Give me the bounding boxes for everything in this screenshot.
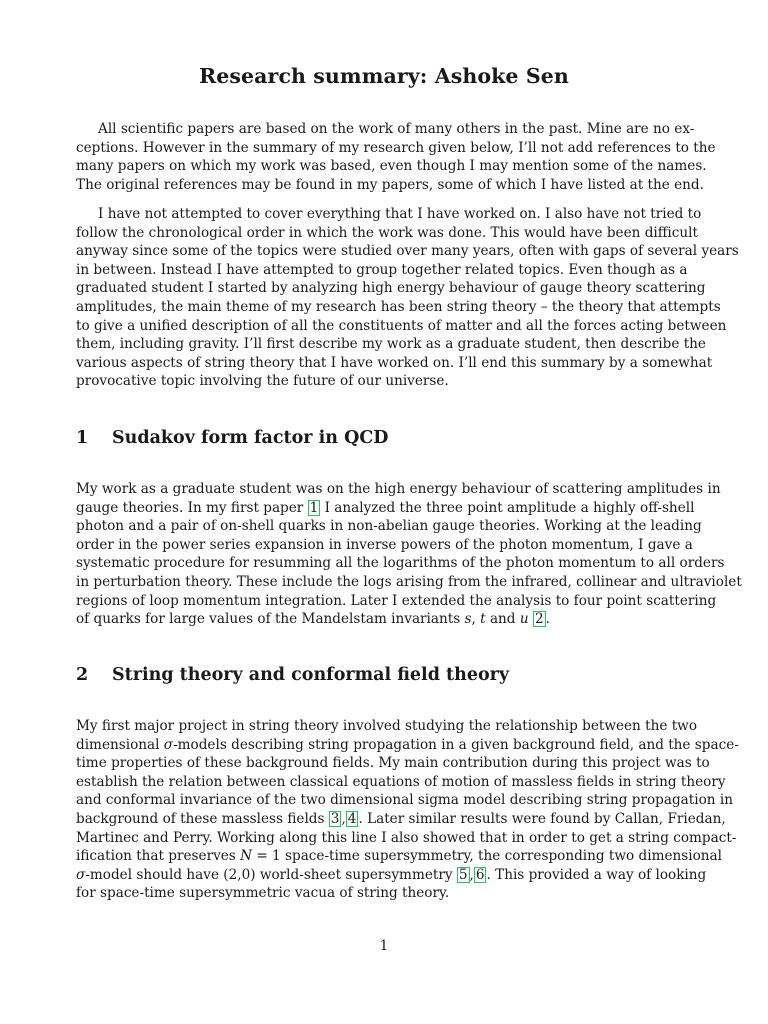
text-line: All scientific papers are based on the work of many others in the past. Mine are no ex- bbox=[98, 121, 695, 137]
text-line: graduated student I started by analyzing high energy behaviour of gauge theory scattering bbox=[76, 280, 706, 297]
page-title: Research summary: Ashoke Sen bbox=[199, 64, 569, 88]
text-line: for space-time supersymmetric vacua of string theory. bbox=[76, 885, 450, 902]
text-line: of quarks for large values of the Mandelstam invariants s, t and u 2 . bbox=[76, 611, 550, 628]
text-line: provocative topic involving the future of our universe. bbox=[76, 373, 449, 390]
text-line: background of these massless fields 3 , 4 . Later similar results were found by Callan, Friedan, bbox=[76, 810, 726, 827]
citation-link[interactable]: 3 bbox=[330, 810, 340, 827]
text-line: to give a unified description of all the constituents of matter and all the forces acting between bbox=[76, 317, 727, 334]
section-2-paragraph bbox=[76, 717, 739, 907]
citation-link[interactable]: 2 bbox=[534, 611, 544, 628]
citation-link[interactable]: 5 bbox=[458, 866, 468, 883]
section-heading-2 bbox=[76, 665, 509, 685]
text-line: various aspects of string theory that I have worked on. I’ll end this summary by a somewhat bbox=[76, 354, 713, 371]
intro-paragraph-2 bbox=[76, 205, 739, 395]
text-line: My first major project in string theory involved studying the relationship between the two bbox=[76, 718, 697, 734]
text-line: in perturbation theory. These include the logs arising from the infrared, collinear and ultraviolet bbox=[76, 573, 742, 590]
text-line: anyway since some of the topics were studied over many years, often with gaps of several years bbox=[76, 243, 739, 260]
section-number: 2 bbox=[76, 665, 89, 685]
citation-link[interactable]: 4 bbox=[347, 810, 357, 827]
text-line: I have not attempted to cover everything that I have worked on. I also have not tried to bbox=[98, 206, 702, 222]
text-line: them, including gravity. I’ll first describe my work as a graduate student, then describe the bbox=[76, 336, 706, 353]
text-line: and conformal invariance of the two dimensional sigma model describing string propagation in bbox=[76, 792, 733, 809]
intro-paragraph-1 bbox=[76, 120, 716, 196]
text-line: Martinec and Perry. Working along this line I also showed that in order to get a string compact- bbox=[76, 829, 737, 846]
text-line: many papers on which my work was based, even though I may mention some of the names. bbox=[76, 158, 707, 175]
text-line: σ-model should have (2,0) world-sheet supersymmetry 5 , 6 . This provided a way of looking bbox=[76, 866, 707, 883]
text-line: time properties of these background fields. My main contribution during this project was to bbox=[76, 755, 710, 772]
text-line: amplitudes, the main theme of my research has been string theory – the theory that attempts bbox=[76, 298, 721, 315]
text-line: regions of loop momentum integration. Later I extended the analysis to four point scattering bbox=[76, 592, 717, 609]
text-line: in between. Instead I have attempted to group together related topics. Even though as a bbox=[76, 261, 688, 278]
section-number: 1 bbox=[76, 428, 89, 448]
text-line: gauge theories. In my first paper 1 I analyzed the three point amplitude a highly off-shell bbox=[76, 499, 695, 516]
section-title: String theory and conformal field theory bbox=[112, 665, 510, 685]
section-heading-1 bbox=[76, 428, 388, 448]
text-line: My work as a graduate student was on the high energy behaviour of scattering amplitudes in bbox=[76, 481, 721, 497]
text-line: photon and a pair of on-shell quarks in non-abelian gauge theories. Working at the leading bbox=[76, 518, 702, 535]
page-number: 1 bbox=[379, 938, 389, 954]
text-line: ceptions. However in the summary of my research given below, I’ll not add references to the bbox=[76, 139, 716, 156]
text-line: The original references may be found in my papers, some of which I have listed at the end. bbox=[76, 176, 704, 193]
section-1-paragraph bbox=[76, 480, 742, 632]
citation-link[interactable]: 1 bbox=[309, 499, 319, 516]
text-line: systematic procedure for resumming all the logarithms of the photon momentum to all orders bbox=[76, 555, 725, 572]
section-title: Sudakov form factor in QCD bbox=[112, 428, 389, 448]
text-line: establish the relation between classical equations of motion of massless fields in string theory bbox=[76, 773, 726, 790]
text-line: dimensional σ-models describing string propagation in a given background field, and the space- bbox=[76, 736, 739, 753]
text-line: ification that preserves N = 1 space-time supersymmetry, the corresponding two dimensional bbox=[76, 848, 722, 865]
text-line: order in the power series expansion in inverse powers of the photon momentum, I gave a bbox=[76, 536, 693, 553]
citation-link[interactable]: 6 bbox=[475, 866, 485, 883]
text-line: follow the chronological order in which the work was done. This would have been difficult bbox=[76, 224, 698, 241]
